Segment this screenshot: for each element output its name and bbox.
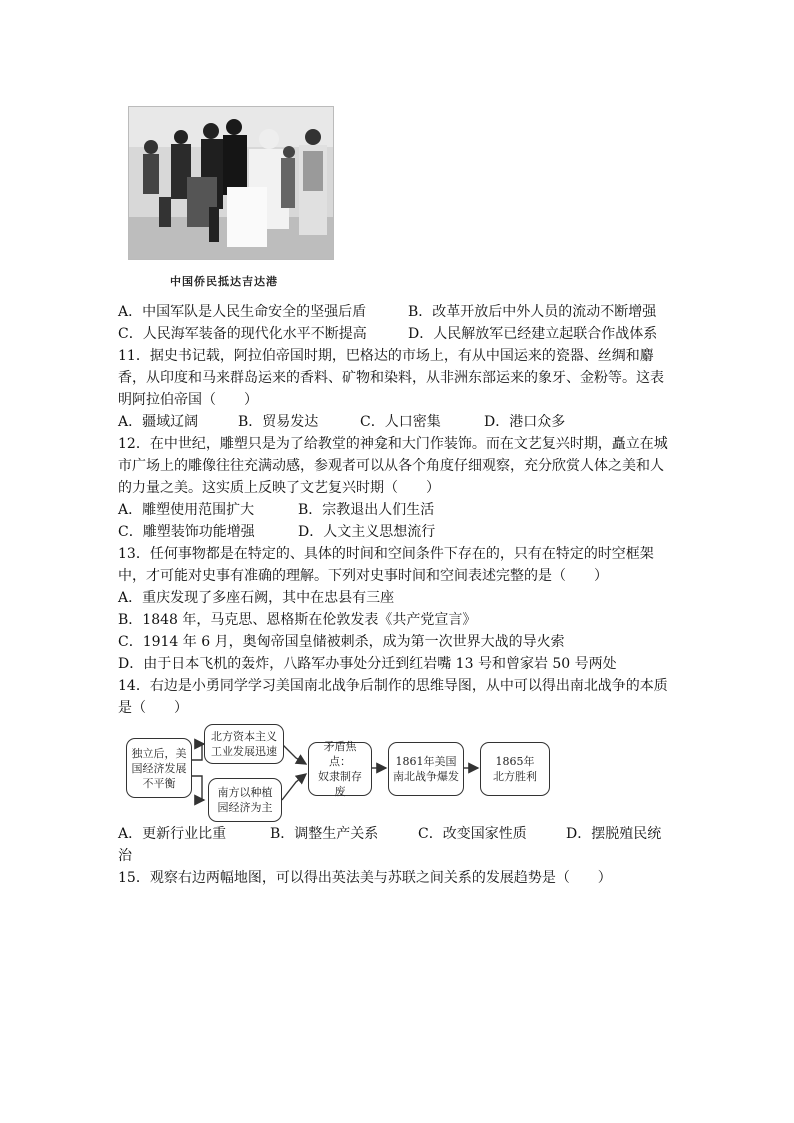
- photo-evacuation: [128, 106, 334, 260]
- mind-map-conflict: 矛盾焦点： 奴隶制存废: [308, 742, 372, 796]
- q13-line-1: 13．任何事物都是在特定的、具体的时间和空间条件下存在的，只有在特定的时空框架: [118, 546, 654, 562]
- mind-map: [124, 720, 554, 824]
- q11-line-3: 明阿拉伯帝国（ ）: [118, 392, 258, 408]
- q12-option-d: D．人文主义思想流行: [298, 524, 436, 540]
- q13-option-b: B．1848 年，马克思、恩格斯在伦敦发表《共产党宣言》: [118, 612, 477, 628]
- q10-option-d: D．人民解放军已经建立起联合作战体系: [408, 326, 658, 342]
- q14-line-2: 是（ ）: [118, 700, 188, 716]
- q11-line-1: 11．据史书记载，阿拉伯帝国时期，巴格达的市场上，有从中国运来的瓷器、丝绸和麝: [118, 348, 654, 364]
- q12-line-2: 市广场上的雕像往往充满动感，参观者可以从各个角度仔细观察，充分欣赏人体之美和人: [118, 458, 664, 474]
- photo-people-icon: [129, 107, 333, 259]
- q12-option-b: B．宗教退出人们生活: [298, 502, 435, 518]
- q11-line-2: 香，从印度和马来群岛运来的香料、矿物和染料，从非洲东部运来的象牙、金粉等。这表: [118, 370, 664, 386]
- q12-option-a: A．雕塑使用范围扩大: [118, 502, 255, 518]
- mind-map-root: 独立后，美 国经济发展 不平衡: [126, 738, 192, 798]
- q10-option-a: A．中国军队是人民生命安全的坚强后盾: [118, 304, 367, 320]
- mind-map-north: 北方资本主义 工业发展迅速: [204, 724, 284, 764]
- q10-option-c: C．人民海军装备的现代化水平不断提高: [118, 326, 367, 342]
- q15-line-1: 15．观察右边两幅地图，可以得出英法美与苏联之间关系的发展趋势是（ ）: [118, 870, 612, 886]
- q11-option-d: D．港口众多: [484, 414, 566, 430]
- q14-option-b: B．调整生产关系: [270, 826, 379, 842]
- q13-option-d: D．由于日本飞机的轰炸，八路军办事处分迁到红岩嘴 13 号和曾家岩 50 号两处: [118, 656, 617, 672]
- q11-option-b: B．贸易发达: [238, 414, 319, 430]
- q13-option-c: C．1914 年 6 月，奥匈帝国皇储被刺杀，成为第一次世界大战的导火索: [118, 634, 565, 650]
- q12-line-3: 的力量之美。这实质上反映了文艺复兴时期（ ）: [118, 480, 440, 496]
- q14-option-d: D．摆脱殖民统: [566, 826, 662, 842]
- q12-option-c: C．雕塑装饰功能增强: [118, 524, 255, 540]
- q14-option-d-wrap: 治: [118, 848, 132, 864]
- q14-option-c: C．改变国家性质: [418, 826, 527, 842]
- q11-option-a: A．疆域辽阔: [118, 414, 199, 430]
- q14-option-a: A．更新行业比重: [118, 826, 227, 842]
- mind-map-war: 1861年美国 南北战争爆发: [388, 742, 464, 796]
- q10-option-b: B．改革开放后中外人员的流动不断增强: [408, 304, 657, 320]
- q13-option-a: A．重庆发现了多座石阙，其中在忠县有三座: [118, 590, 395, 606]
- mind-map-south: 南方以种植 园经济为主: [208, 778, 282, 822]
- q14-line-1: 14．右边是小勇同学学习美国南北战争后制作的思维导图，从中可以得出南北战争的本质: [118, 678, 668, 694]
- q13-line-2: 中，才可能对史事有准确的理解。下列对史事时间和空间表述完整的是（ ）: [118, 568, 608, 584]
- mind-map-result: 1865年 北方胜利: [480, 742, 550, 796]
- photo-caption: 中国侨民抵达吉达港: [170, 275, 278, 288]
- q11-option-c: C．人口密集: [360, 414, 441, 430]
- q12-line-1: 12．在中世纪，雕塑只是为了给教堂的神龛和大门作装饰。而在文艺复兴时期，矗立在城: [118, 436, 668, 452]
